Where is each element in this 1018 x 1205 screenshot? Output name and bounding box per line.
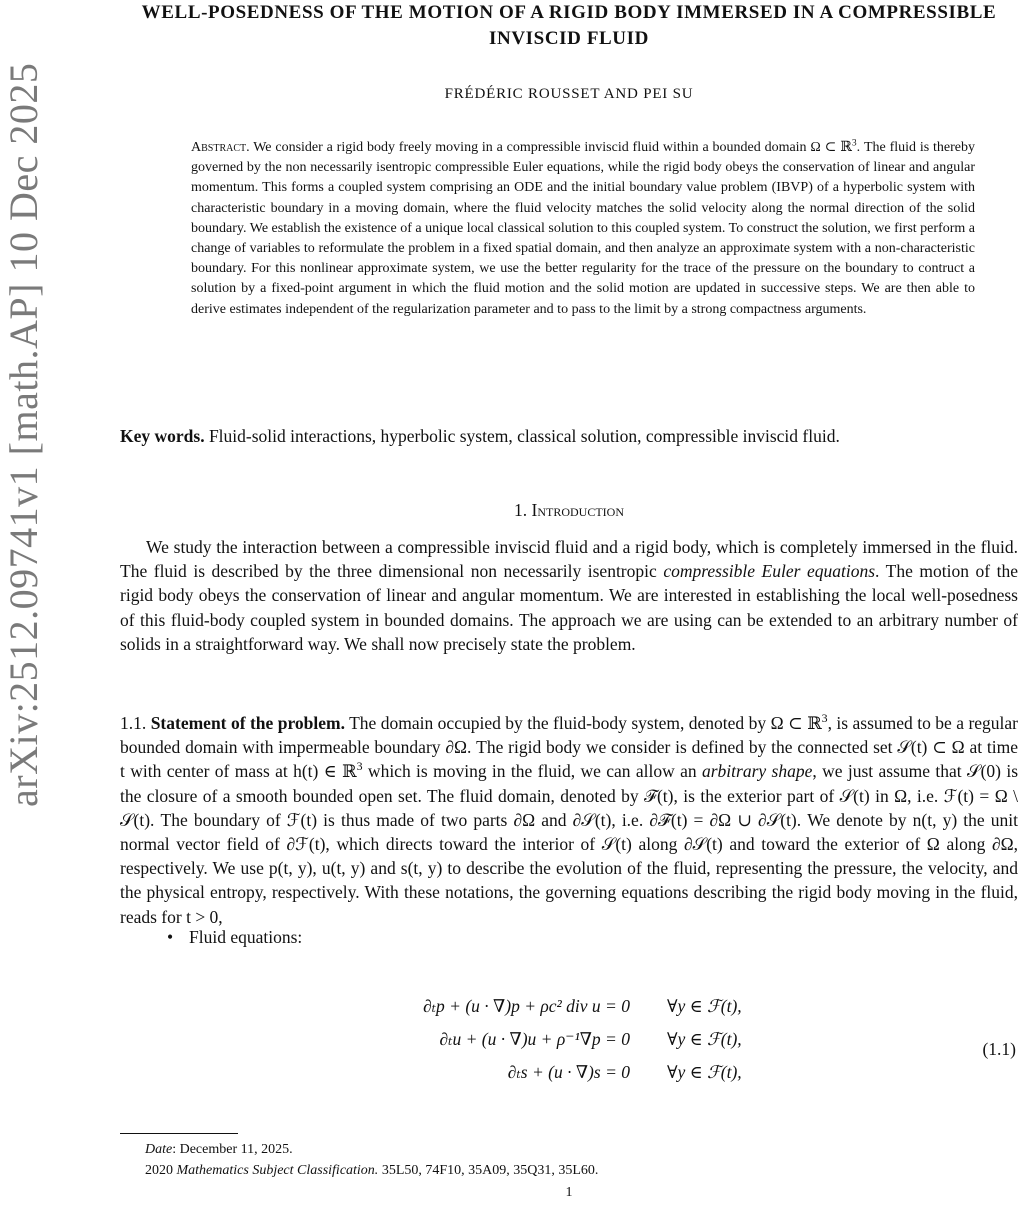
subsection-text-2: , is assumed to be a regular bounded domain with impermeable boundary ∂Ω. The rigid body we consider is defined by the connected set 𝒮(t) ⊂ Ω at time t with center of mass at h(t) ∈ ℝ (120, 713, 1018, 782)
subsection-paragraph (120, 711, 1018, 929)
paper-authors: FRÉDÉRIC ROUSSET AND PEI SU (444, 86, 694, 102)
abstract-text-1: We consider a rigid body freely moving in a compressible inviscid fluid within a bounded domain Ω ⊂ ℝ (253, 140, 852, 155)
keywords-text: Fluid-solid interactions, hyperbolic system, classical solution, compressible inviscid fluid. (208, 426, 840, 446)
subsection-text-3: which is moving in the fluid, we can allow an (362, 761, 702, 782)
arxiv-identifier: arXiv:2512.09741v1 [math.AP] 10 Dec 2025 (1, 62, 46, 807)
footnote-rule (120, 1133, 238, 1134)
equation-number: (1.1) (982, 1039, 1016, 1059)
subsection-sup-2: 3 (356, 759, 363, 774)
equation-lhs: ∂ₜu + (u · ∇)u + ρ⁻¹∇p = 0 (439, 1029, 630, 1049)
equation-rhs: ∀y ∈ ℱ(t), (667, 996, 742, 1016)
equation-block (300, 996, 1018, 1095)
section-heading (120, 500, 1018, 521)
footnote-msc-value: 35L50, 74F10, 35A09, 35Q31, 35L60. (378, 1163, 599, 1178)
abstract-sup: 3 (851, 138, 857, 149)
paper-title: WELL-POSEDNESS OF THE MOTION OF A RIGID BODY IMMERSED IN A COMPRESSIBLE INVISCID FLUID (141, 2, 997, 49)
footnote-date-label: Date (145, 1142, 173, 1157)
bullet-item (167, 927, 302, 948)
equation-row (300, 996, 1018, 1029)
equation-lhs: ∂ₜs + (u · ∇)s = 0 (507, 1062, 630, 1082)
footnote-date-value: : December 11, 2025. (172, 1142, 293, 1157)
keywords-label: Key words. (120, 426, 205, 446)
equation-row (300, 1029, 1018, 1062)
bullet-dot-icon: • (167, 927, 174, 947)
subsection-text-1: The domain occupied by the fluid-body system, denoted by Ω ⊂ ℝ (344, 713, 822, 733)
section-title: Introduction (531, 500, 624, 520)
keywords (120, 426, 1018, 447)
equation-rhs: ∀y ∈ ℱ(t), (667, 1062, 742, 1082)
page-number: 1 (565, 1185, 573, 1200)
abstract-text-2: . The fluid is thereby governed by the non necessarily isentropic compressible Euler equations, while the rigid body obeys the conservation of linear and angular momentum. This forms a coupled system comprising an ODE and the initial boundary value problem (IBVP) of a hyperbolic system with characteristic boundary in a moving domain, where the fluid velocity matches the solid velocity along the normal direction of the solid boundary. We establish the existence of a unique local classical solution to this coupled system. To construct the solution, we first perform a change of variables to reformulate the problem in a fixed spatial domain, and then analyze an approximate system with a non-characteristic boundary. For this nonlinear approximate system, we use the better regularity for the trace of the pressure on the boundary to contruct a solution by a fixed-point argument in which the fluid motion and the solid motion are updated in successive steps. We are then able to derive estimates independent of the regularization parameter and to pass to the limit by a strong compactness arguments. (191, 140, 976, 317)
footnote-msc-year: 2020 (145, 1163, 177, 1178)
subsection-number: 1.1. (120, 713, 147, 733)
equation-row (300, 1062, 1018, 1095)
footnote-msc (145, 1163, 598, 1179)
section-number: 1. (514, 500, 528, 520)
subsection-title: Statement of the problem. (150, 713, 345, 733)
subsection-emph: arbitrary shape (702, 761, 813, 782)
equation-lhs: ∂ₜp + (u · ∇)p + ρc² div u = 0 (423, 996, 630, 1016)
bullet-text: Fluid equations: (189, 927, 303, 947)
arxiv-side-stamp (0, 62, 46, 1205)
abstract (191, 138, 975, 320)
intro-text-1: We study the interaction between a compressible inviscid fluid and a rigid body, which is completely immersed in the fluid. The fluid is described by the three dimensional non necessarily isentropic (120, 537, 1018, 582)
intro-emph: compressible Euler equations (663, 561, 876, 582)
footnote-msc-label: Mathematics Subject Classification. (176, 1163, 379, 1178)
abstract-label: Abstract. (191, 140, 250, 155)
intro-text-2: . The motion of the rigid body obeys the conservation of linear and angular momentum. We are interested in establishing the local well-posedness of this fluid-body coupled system in bounded domains. The approach we are using can be extended to an arbitrary number of solids in a straightforward way. We shall now precisely state the problem. (120, 561, 1018, 654)
intro-paragraph (120, 535, 1018, 656)
subsection-sup-1: 3 (821, 711, 828, 726)
subsection-text-4: , we just assume that 𝒮(0) is the closure of a smooth bounded open set. The fluid domain, denoted by ℱ(t), is the exterior part of 𝒮(t) in Ω, i.e. ℱ(t) = Ω \ 𝒮(t). The boundary of ℱ(t) is thus made of two parts ∂Ω and ∂𝒮(t), i.e. ∂ℱ(t) = ∂Ω ∪ ∂𝒮(t). We denote by n(t, y) the unit normal vector field of ∂ℱ(t), which directs toward the interior of 𝒮(t) along ∂𝒮(t) and toward the exterior of Ω along ∂Ω, respectively. We use p(t, y), u(t, y) and s(t, y) to describe the evolution of the fluid, representing the pressure, the velocity, and the physical entropy, respectively. With these notations, the governing equations describing the rigid body moving in the fluid, reads for t > 0, (120, 761, 1018, 927)
footnote-date (145, 1142, 293, 1158)
equation-rhs: ∀y ∈ ℱ(t), (667, 1029, 742, 1049)
